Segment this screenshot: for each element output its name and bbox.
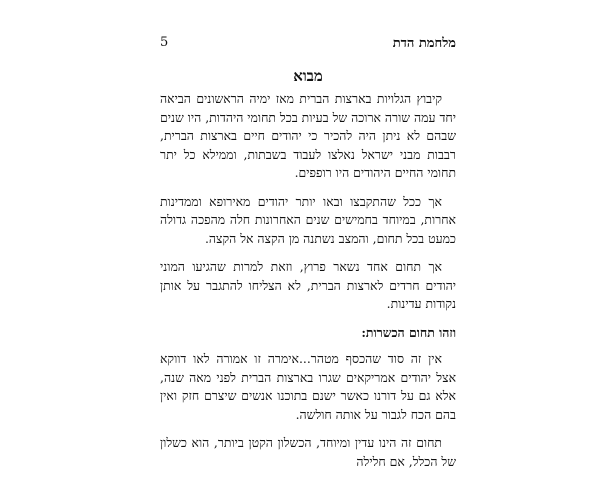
section-title: מבוא: [293, 67, 323, 85]
paragraph: קיבוץ הגלויות בארצות הברית מאז ימיה הראשונים הביאה יחד עמה שורה ארוכה של בעיות בכל תחומי היהדות, היו שנים שבהם לא ניתן היה להכיר כי יהודים חיים בארצות הברית, רבבות מבני ישראל נאלצו לעבוד בשבתות, וממילא כל יתר תחומי החיים היהודים היו רופפים.: [160, 91, 456, 180]
book-title: מלחמת הדת: [392, 36, 456, 51]
running-header: [160, 35, 456, 55]
paragraph: אין זה סוד שהכסף מטהר...אימרה זו אמורה לאו דווקא אצל יהודים אמריקאים שגרו בארצות הברית לפני מאה שנה, אלא גם על דורנו כאשר ישנם בתוכנו אנשים שיצרם חזק ואין בהם הכח לגבור על אותה חולשה.: [160, 351, 456, 422]
paragraph: אך תחום אחד נשאר פרוץ, וזאת למרות שהגיעו המוני יהודים חרדים לארצות הברית, לא הצליחו להתגבר על אותן נקודות עדינות.: [160, 259, 456, 311]
paragraph: אך ככל שהתקבצו ובאו יותר יהודים מאירופא וממדינות אחרות, במיוחד בחמישים שנים האחרונות חלה מהפכה גדולה כמעט בכל תחום, והמצב נשתנה מן הקצה אל הקצה.: [160, 193, 456, 246]
page-number: 5: [160, 35, 169, 50]
body-text: [160, 90, 456, 481]
paragraph: תחום זה הינו עדין ומיוחד, הכשלון הקטן ביותר, הוא כשלון של הכלל, אם חלילה: [160, 435, 456, 469]
subheading: וזהו תחום הכשרות:: [361, 324, 456, 340]
